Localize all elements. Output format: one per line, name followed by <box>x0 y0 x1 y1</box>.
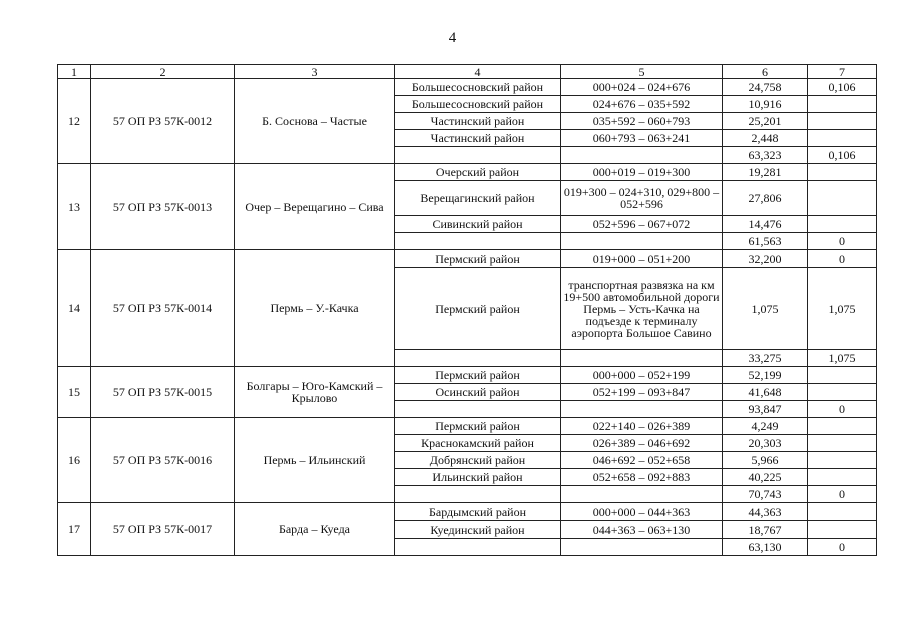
km-range-cell: 052+199 – 093+847 <box>561 384 723 401</box>
length-cell: 32,200 <box>723 250 808 268</box>
header-cell: 4 <box>395 65 561 79</box>
road-name: Очер – Верещагино – Сива <box>235 164 395 250</box>
header-cell: 6 <box>723 65 808 79</box>
km-range-cell: 026+389 – 046+692 <box>561 435 723 452</box>
length-cell: 2,448 <box>723 130 808 147</box>
total-length-cell: 33,275 <box>723 350 808 367</box>
district-cell: Большесосновский район <box>395 96 561 113</box>
total-col7-cell: 1,075 <box>808 350 877 367</box>
table-row <box>58 79 877 96</box>
table-row <box>58 418 877 435</box>
col7-cell <box>808 521 877 539</box>
road-name: Пермь – Ильинский <box>235 418 395 503</box>
header-cell: 5 <box>561 65 723 79</box>
total-empty-cell <box>395 401 561 418</box>
km-range-cell: 035+592 – 060+793 <box>561 113 723 130</box>
km-range-cell: транспортная развязка на км 19+500 автомобильной дороги Пермь – Усть-Качка на подъезде к терминалу аэропорта Большое Савино <box>561 268 723 350</box>
col7-cell <box>808 418 877 435</box>
col7-cell <box>808 96 877 113</box>
road-code: 57 ОП РЗ 57К-0017 <box>91 503 235 556</box>
road-number: 13 <box>58 164 91 250</box>
total-empty-cell <box>561 350 723 367</box>
roads-table-body <box>58 65 877 556</box>
total-empty-cell <box>561 401 723 418</box>
km-range-cell: 060+793 – 063+241 <box>561 130 723 147</box>
col7-cell <box>808 452 877 469</box>
table-row <box>58 503 877 521</box>
length-cell: 14,476 <box>723 216 808 233</box>
total-empty-cell <box>395 233 561 250</box>
total-length-cell: 61,563 <box>723 233 808 250</box>
col7-cell <box>808 130 877 147</box>
km-range-cell: 000+000 – 052+199 <box>561 367 723 384</box>
road-name: Б. Соснова – Частые <box>235 79 395 164</box>
col7-cell: 1,075 <box>808 268 877 350</box>
road-code: 57 ОП РЗ 57К-0013 <box>91 164 235 250</box>
total-length-cell: 63,130 <box>723 539 808 556</box>
district-cell: Осинский район <box>395 384 561 401</box>
table-row <box>58 250 877 268</box>
col7-cell: 0 <box>808 250 877 268</box>
total-length-cell: 93,847 <box>723 401 808 418</box>
total-empty-cell <box>395 350 561 367</box>
road-number: 15 <box>58 367 91 418</box>
col7-cell <box>808 384 877 401</box>
km-range-cell: 052+596 – 067+072 <box>561 216 723 233</box>
road-name: Болгары – Юго-Камский – Крылово <box>235 367 395 418</box>
total-length-cell: 70,743 <box>723 486 808 503</box>
total-empty-cell <box>561 147 723 164</box>
district-cell: Пермский район <box>395 367 561 384</box>
road-code: 57 ОП РЗ 57К-0016 <box>91 418 235 503</box>
district-cell: Верещагинский район <box>395 181 561 216</box>
road-name: Пермь – У.-Качка <box>235 250 395 367</box>
total-col7-cell: 0 <box>808 486 877 503</box>
km-range-cell: 000+019 – 019+300 <box>561 164 723 181</box>
length-cell: 1,075 <box>723 268 808 350</box>
district-cell: Пермский район <box>395 250 561 268</box>
district-cell: Краснокамский район <box>395 435 561 452</box>
col7-cell: 0,106 <box>808 79 877 96</box>
district-cell: Сивинский район <box>395 216 561 233</box>
col7-cell <box>808 113 877 130</box>
road-code: 57 ОП РЗ 57К-0012 <box>91 79 235 164</box>
col7-cell <box>808 164 877 181</box>
length-cell: 4,249 <box>723 418 808 435</box>
roads-table <box>57 64 877 556</box>
table-row <box>58 367 877 384</box>
road-code: 57 ОП РЗ 57К-0014 <box>91 250 235 367</box>
length-cell: 10,916 <box>723 96 808 113</box>
km-range-cell: 022+140 – 026+389 <box>561 418 723 435</box>
km-range-cell: 046+692 – 052+658 <box>561 452 723 469</box>
header-cell: 3 <box>235 65 395 79</box>
district-cell: Частинский район <box>395 130 561 147</box>
road-number: 17 <box>58 503 91 556</box>
district-cell: Куединский район <box>395 521 561 539</box>
length-cell: 19,281 <box>723 164 808 181</box>
total-empty-cell <box>395 539 561 556</box>
road-number: 16 <box>58 418 91 503</box>
district-cell: Большесосновский район <box>395 79 561 96</box>
total-empty-cell <box>561 233 723 250</box>
total-col7-cell: 0,106 <box>808 147 877 164</box>
km-range-cell: 000+024 – 024+676 <box>561 79 723 96</box>
length-cell: 52,199 <box>723 367 808 384</box>
total-empty-cell <box>395 147 561 164</box>
length-cell: 18,767 <box>723 521 808 539</box>
district-cell: Бардымский район <box>395 503 561 521</box>
district-cell: Добрянский район <box>395 452 561 469</box>
header-row <box>58 65 877 79</box>
length-cell: 5,966 <box>723 452 808 469</box>
length-cell: 44,363 <box>723 503 808 521</box>
total-length-cell: 63,323 <box>723 147 808 164</box>
table-row <box>58 164 877 181</box>
header-cell: 2 <box>91 65 235 79</box>
header-cell: 7 <box>808 65 877 79</box>
total-empty-cell <box>561 539 723 556</box>
length-cell: 25,201 <box>723 113 808 130</box>
length-cell: 24,758 <box>723 79 808 96</box>
road-number: 14 <box>58 250 91 367</box>
col7-cell <box>808 181 877 216</box>
km-range-cell: 024+676 – 035+592 <box>561 96 723 113</box>
km-range-cell: 052+658 – 092+883 <box>561 469 723 486</box>
km-range-cell: 019+000 – 051+200 <box>561 250 723 268</box>
district-cell: Очерский район <box>395 164 561 181</box>
page-number: 4 <box>448 30 457 46</box>
district-cell: Ильинский район <box>395 469 561 486</box>
km-range-cell: 019+300 – 024+310, 029+800 – 052+596 <box>561 181 723 216</box>
total-empty-cell <box>395 486 561 503</box>
district-cell: Пермский район <box>395 268 561 350</box>
km-range-cell: 000+000 – 044+363 <box>561 503 723 521</box>
km-range-cell: 044+363 – 063+130 <box>561 521 723 539</box>
total-col7-cell: 0 <box>808 539 877 556</box>
length-cell: 40,225 <box>723 469 808 486</box>
col7-cell <box>808 216 877 233</box>
road-code: 57 ОП РЗ 57К-0015 <box>91 367 235 418</box>
col7-cell <box>808 469 877 486</box>
col7-cell <box>808 367 877 384</box>
length-cell: 41,648 <box>723 384 808 401</box>
col7-cell <box>808 503 877 521</box>
total-col7-cell: 0 <box>808 401 877 418</box>
total-empty-cell <box>561 486 723 503</box>
road-name: Барда – Куеда <box>235 503 395 556</box>
length-cell: 27,806 <box>723 181 808 216</box>
header-cell: 1 <box>58 65 91 79</box>
district-cell: Пермский район <box>395 418 561 435</box>
length-cell: 20,303 <box>723 435 808 452</box>
col7-cell <box>808 435 877 452</box>
total-col7-cell: 0 <box>808 233 877 250</box>
district-cell: Частинский район <box>395 113 561 130</box>
road-number: 12 <box>58 79 91 164</box>
